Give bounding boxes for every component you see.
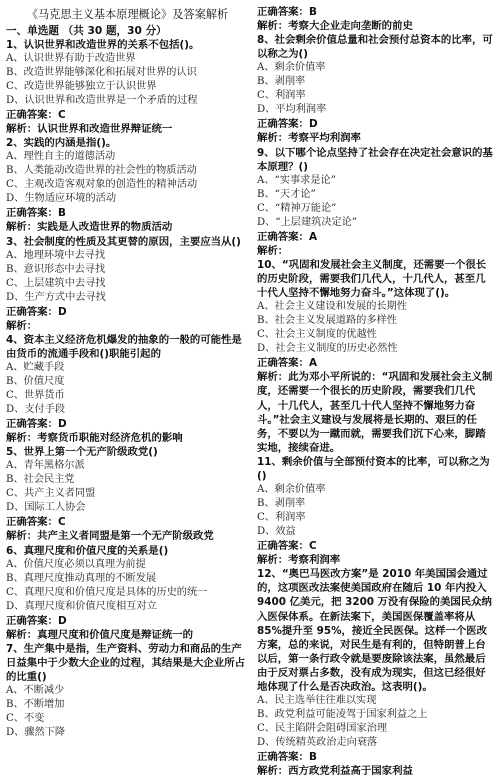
answer-value: D	[308, 118, 318, 131]
explain-prefix: 解析：	[6, 432, 38, 445]
answer-prefix: 正确答案：	[257, 540, 309, 553]
option-item: A、剩余价值率	[257, 484, 326, 496]
option-item: C、真理尺度和价值尺度是具体的历史的统一	[6, 586, 208, 598]
explanation-text: 真理尺度和价值尺度是辩证统一的	[37, 628, 194, 641]
option-item: D、“上层建筑决定论”	[257, 216, 358, 228]
answer-prefix: 正确答案：	[6, 109, 58, 122]
answer-value: C	[308, 540, 317, 553]
question-block	[6, 544, 249, 642]
option-item: B、社会主义发展道路的多样性	[257, 315, 397, 327]
answer-prefix: 正确答案：	[257, 118, 309, 131]
option-item: D、生物适应环境的活动	[6, 193, 117, 205]
option-item: D、社会主义制度的历史必然性	[257, 343, 398, 355]
option-item: C、上层建筑中去寻找	[6, 277, 106, 289]
question-stem: 8、社会剩余价值总量和社会预付总资本的比率，可以称之为()	[257, 34, 493, 61]
explanation-line	[257, 131, 494, 145]
option-item: D、生产方式中去寻找	[6, 291, 106, 303]
explain-prefix: 解析：	[257, 554, 289, 567]
explanation-line	[257, 764, 494, 778]
option-item: A、青年黑格尔派	[6, 460, 85, 472]
option-item: B、改造世界能够深化和拓展对世界的认识	[6, 67, 197, 79]
explanation-text: 考察平均利润率	[288, 132, 361, 145]
explain-prefix: 解析：	[6, 123, 38, 136]
left-question-list	[6, 38, 249, 740]
explanation-text: 共产主义者同盟是第一个无产阶级政党	[37, 530, 214, 543]
explanation-line	[6, 220, 249, 234]
answer-prefix: 正确答案：	[257, 230, 309, 243]
question-block	[6, 445, 249, 543]
answer-prefix: 正确答案：	[6, 614, 58, 627]
option-item: A、民主选举往往难以实现	[257, 695, 377, 707]
explanation-line	[6, 431, 249, 445]
explanation-text: 实践是人改造世界的物质活动	[37, 221, 173, 234]
explain-prefix: 解析：	[257, 20, 289, 33]
question-stem: 7、生产集中是指，生产资料、劳动力和商品的生产日益集中于少数大企业的过程，其结果是大企业所占的比重()	[6, 642, 245, 683]
answer-line	[6, 206, 249, 220]
option-item: D、传统精英政治走向衰落	[257, 737, 378, 749]
question-stem: 4、资本主义经济危机爆发的抽象的一般的可能性是由货币的流通手段和()职能引起的	[6, 333, 242, 360]
answer-line	[257, 5, 494, 19]
explanation-text: 西方政党利益高于国家利益	[288, 765, 413, 778]
option-item: A、地理环境中去寻找	[6, 249, 106, 261]
question-block	[257, 455, 494, 567]
option-item: D、平均利润率	[257, 104, 327, 116]
option-item: A、剩余价值率	[257, 62, 326, 74]
answer-line	[6, 515, 249, 529]
answer-value: D	[57, 614, 67, 627]
answer-line	[6, 614, 249, 628]
option-item: D、国际工人协会	[6, 502, 86, 514]
explanation-text: 考察大企业走向垄断的前史	[288, 20, 413, 33]
option-item: B、剥削率	[257, 498, 306, 510]
option-item: C、世界货币	[6, 390, 65, 402]
option-item: A、不断减少	[6, 685, 65, 697]
option-item: B、政党利益可能凌驾于国家利益之上	[257, 709, 428, 721]
explain-prefix: 解析：	[6, 530, 38, 543]
answer-value: C	[57, 109, 66, 122]
answer-value: B	[57, 207, 66, 220]
option-item: D、骤然下降	[6, 727, 66, 739]
question-stem: 12、“奥巴马医改方案”是 2010 年美国国会通过的，这项医改法案使美国政府在随后 10 年内投入 9400 亿美元，把 3200 万没有保险的美国民众纳入医保体系。在新法案下，美国医保覆盖率将从 85%提升至 95%，接近全民医保。这样一个医改方案，总的来说，对民生是有利的，但特朗普上台以后，第一条行政令就是要废除该法案，虽然最后由于反对票占多数，没有成为现实，但这已经很好地体现了什么是否决政治。这表明()。	[257, 568, 492, 693]
question-stem: 2、实践的内涵是指()。	[6, 137, 117, 150]
option-item: C、社会主义制度的优越性	[257, 329, 377, 341]
answer-value: A	[308, 230, 317, 243]
question-block	[6, 642, 249, 740]
question-block	[257, 146, 494, 258]
question-stem: 11、剩余价值与全部预付资本的比率，可以称之为()	[257, 455, 490, 482]
answer-prefix: 正确答案：	[257, 751, 309, 764]
explanation-line	[257, 553, 494, 567]
option-item: A、价值尺度必须以真理为前提	[6, 558, 146, 570]
question-block	[6, 136, 249, 234]
answer-line	[6, 417, 249, 431]
answer-value: C	[57, 516, 66, 529]
option-item: B、不断增加	[6, 699, 65, 711]
explanation-text: 考察货币职能对经济危机的影响	[37, 432, 183, 445]
option-item: A、理性自主的道德活动	[6, 151, 116, 163]
option-item: A、“实事求是论”	[257, 174, 336, 186]
option-item: C、民主陷阱会阻碍国家治理	[257, 723, 388, 735]
explanation-line	[257, 19, 494, 33]
option-item: C、共产主义者同盟	[6, 488, 96, 500]
document-title: 《马克思主义基本原理概论》及答案解析	[26, 8, 229, 21]
option-item: C、利润率	[257, 512, 306, 524]
answer-value: D	[57, 418, 67, 431]
answer-value: A	[308, 357, 317, 370]
explanation-text: 认识世界和改造世界辩证统一	[37, 123, 173, 136]
question-stem: 1、认识世界和改造世界的关系不包括()。	[6, 39, 200, 51]
question-stem: 9、以下哪个论点坚持了社会存在决定社会意识的基本原理？()	[257, 146, 493, 173]
explain-prefix: 解析：	[257, 244, 289, 257]
question-stem: 10、“巩固和发展社会主义制度，还需要一个很长的历史阶段，需要我们几代人，十几代人，甚至几十代人坚持不懈地努力奋斗。”这体现了()。	[257, 258, 487, 300]
option-item: A、认识世界有助于改造世界	[6, 53, 136, 65]
right-question-list	[257, 33, 494, 778]
answer-line	[257, 117, 494, 131]
option-item: C、改造世界能够独立于认识世界	[6, 81, 157, 93]
question-stem: 5、世界上第一个无产阶级政党()	[6, 446, 158, 459]
option-item: B、真理尺度推动真理的不断发展	[6, 572, 157, 584]
right-column	[257, 0, 494, 778]
answer-prefix: 正确答案：	[6, 207, 58, 220]
question-block	[257, 258, 494, 455]
answer-line	[6, 108, 249, 122]
explanation-line	[6, 529, 249, 543]
question-block	[6, 38, 249, 136]
option-item: D、支付手段	[6, 404, 66, 416]
explanation-line	[257, 370, 494, 455]
explain-prefix: 解析：	[257, 132, 289, 145]
option-item: D、真理尺度和价值尺度相互对立	[6, 600, 157, 612]
option-item: C、“精神万能论”	[257, 202, 337, 214]
explanation-text: 考察利润率	[288, 554, 341, 567]
option-item: C、利润率	[257, 90, 306, 102]
question-block	[257, 33, 494, 145]
explanation-line	[6, 319, 249, 333]
explanation-text: 此为邓小平所说的：“巩固和发展社会主义制度，还需要一个很长的历史阶段，需要我们几代人，十几代人，甚至几十代人坚持不懈地努力奋斗。”社会主义建设与发展将是长期的、艰巨的任务，不要以为一蹴而就，需要我们沉下心来，脚踏实地，接续奋进。	[257, 371, 493, 454]
explain-prefix: 解析：	[257, 371, 289, 384]
option-item: C、不变	[6, 713, 45, 725]
answer-value: B	[308, 6, 317, 18]
answer-prefix: 正确答案：	[6, 516, 58, 529]
answer-prefix: 正确答案：	[257, 6, 309, 18]
answer-line	[257, 356, 494, 370]
option-item: B、剥削率	[257, 76, 306, 88]
answer-value: B	[308, 751, 317, 764]
question-block	[6, 235, 249, 333]
option-item: B、人类能动改造世界的社会性的物质活动	[6, 165, 197, 177]
option-item: B、社会民主党	[6, 474, 75, 486]
option-item: C、主观改造客观对象的创造性的精神活动	[6, 179, 198, 191]
left-column	[6, 0, 249, 740]
answer-line	[257, 230, 494, 244]
option-item: A、社会主义建设和发展的长期性	[257, 301, 407, 313]
option-item: B、“天才论”	[257, 188, 316, 200]
explanation-line	[257, 244, 494, 258]
explain-prefix: 解析：	[6, 319, 38, 332]
explanation-line	[6, 628, 249, 642]
explain-prefix: 解析：	[6, 221, 38, 234]
question-stem: 6、真理尺度和价值尺度的关系是()	[6, 544, 169, 557]
answer-value: D	[57, 305, 67, 318]
option-item: D、效益	[257, 526, 296, 538]
answer-line	[6, 305, 249, 319]
option-item: B、价值尺度	[6, 376, 65, 388]
question-block	[6, 333, 249, 445]
option-item: D、认识世界和改造世界是一个矛盾的过程	[6, 95, 198, 107]
explain-prefix: 解析：	[257, 765, 289, 778]
answer-prefix: 正确答案：	[6, 418, 58, 431]
answer-prefix: 正确答案：	[6, 305, 58, 318]
answer-line	[257, 750, 494, 764]
explanation-line	[6, 122, 249, 136]
answer-prefix: 正确答案：	[257, 357, 309, 370]
section-heading: 一、单选题 （共 30 题，30 分）	[6, 25, 167, 37]
option-item: A、贮藏手段	[6, 362, 65, 374]
answer-line	[257, 539, 494, 553]
question-block	[257, 567, 494, 778]
option-item: B、意识形态中去寻找	[6, 263, 106, 275]
explain-prefix: 解析：	[6, 628, 38, 641]
question-stem: 3、社会制度的性质及其更替的原因，主要应当从()	[6, 235, 241, 248]
question-block-continued	[257, 0, 494, 33]
